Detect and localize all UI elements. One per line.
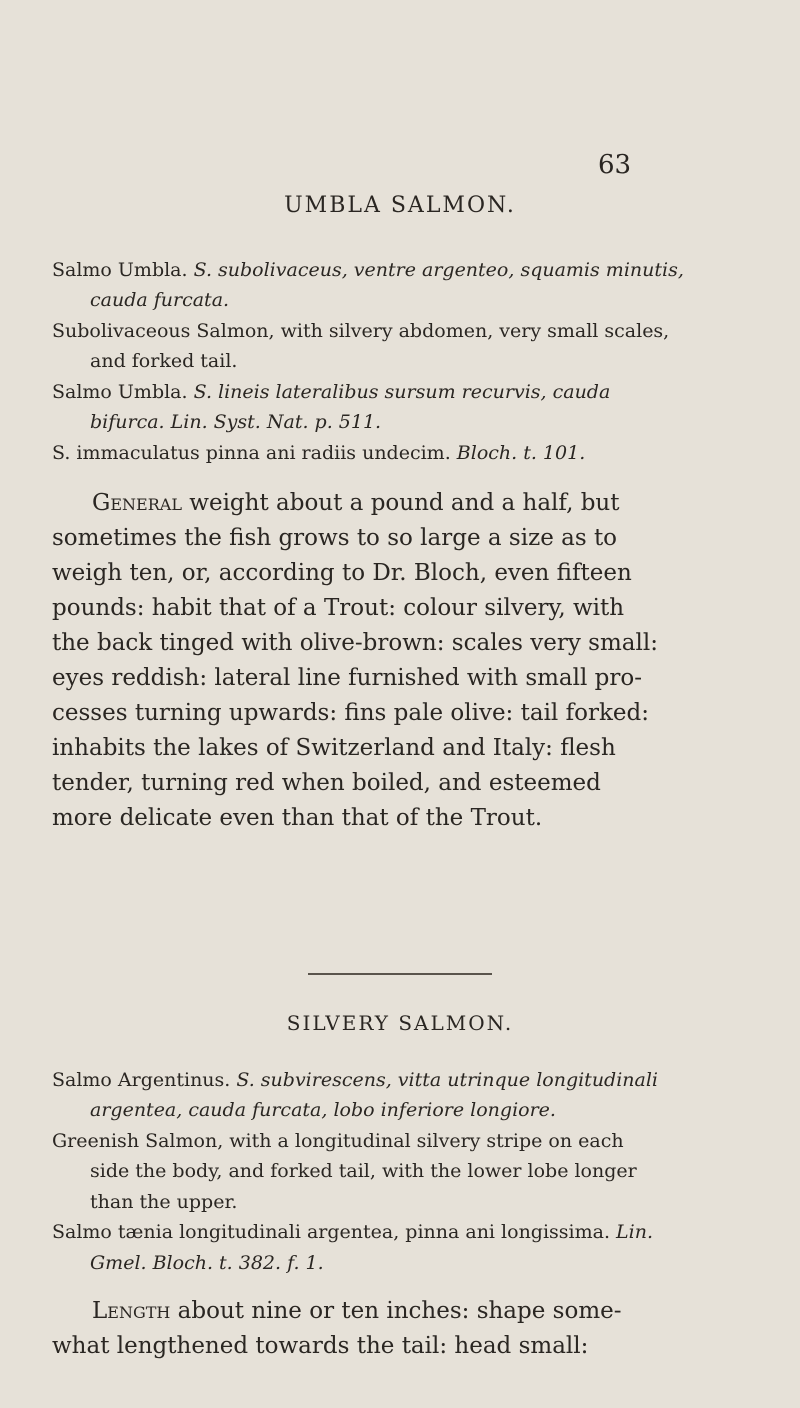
description-line: cesses turning upwards: fins pale olive: tail forked:: [52, 700, 649, 726]
synonymy-line: S. immaculatus pinna ani radiis undecim. Bloch. t. 101.: [52, 442, 586, 464]
description-line: more delicate even than that of the Trout.: [52, 805, 543, 831]
description-line: pounds: habit that of a Trout: colour silvery, with: [52, 595, 625, 621]
synonymy-line: argentea, cauda furcata, lobo inferiore longiore.: [90, 1099, 556, 1121]
description-line: General weight about a pound and a half, but: [92, 490, 620, 516]
description-line: inhabits the lakes of Switzerland and Italy: flesh: [52, 735, 616, 761]
synonymy-line: Salmo Argentinus. S. subvirescens, vitta utrinque longitudinali: [52, 1069, 659, 1091]
synonymy-line: than the upper.: [90, 1191, 238, 1213]
synonymy-line: Salmo Umbla. S. subolivaceus, ventre argenteo, squamis minutis,: [52, 259, 684, 281]
section-title-silvery: SILVERY SALMON.: [286, 1011, 514, 1035]
description-line: weigh ten, or, according to Dr. Bloch, even fifteen: [52, 560, 632, 586]
description-line: eyes reddish: lateral line furnished with small pro-: [52, 665, 643, 691]
synonymy-line: bifurca. Lin. Syst. Nat. p. 511.: [90, 411, 382, 433]
section-divider: [308, 973, 492, 975]
synonymy-line: Subolivaceous Salmon, with silvery abdomen, very small scales,: [52, 320, 670, 342]
synonymy-line: Salmo tænia longitudinali argentea, pinna ani longissima. Lin.: [52, 1221, 654, 1243]
synonymy-line: side the body, and forked tail, with the lower lobe longer: [90, 1160, 637, 1182]
page-number: 63: [598, 150, 632, 180]
section-title-umbla: UMBLA SALMON.: [284, 193, 516, 218]
synonymy-line: cauda furcata.: [90, 289, 230, 311]
description-line: sometimes the fish grows to so large a size as to: [52, 525, 618, 551]
synonymy-line: Greenish Salmon, with a longitudinal silvery stripe on each: [52, 1130, 624, 1152]
synonymy-line: Salmo Umbla. S. lineis lateralibus sursum recurvis, cauda: [52, 381, 611, 403]
synonymy-line: and forked tail.: [90, 350, 238, 372]
description-line: what lengthened towards the tail: head small:: [52, 1333, 589, 1359]
description-line: the back tinged with olive-brown: scales very small:: [52, 630, 658, 656]
description-line: Length about nine or ten inches: shape some-: [92, 1298, 622, 1324]
synonymy-line: Gmel. Bloch. t. 382. f. 1.: [90, 1252, 324, 1274]
description-line: tender, turning red when boiled, and esteemed: [52, 770, 601, 796]
